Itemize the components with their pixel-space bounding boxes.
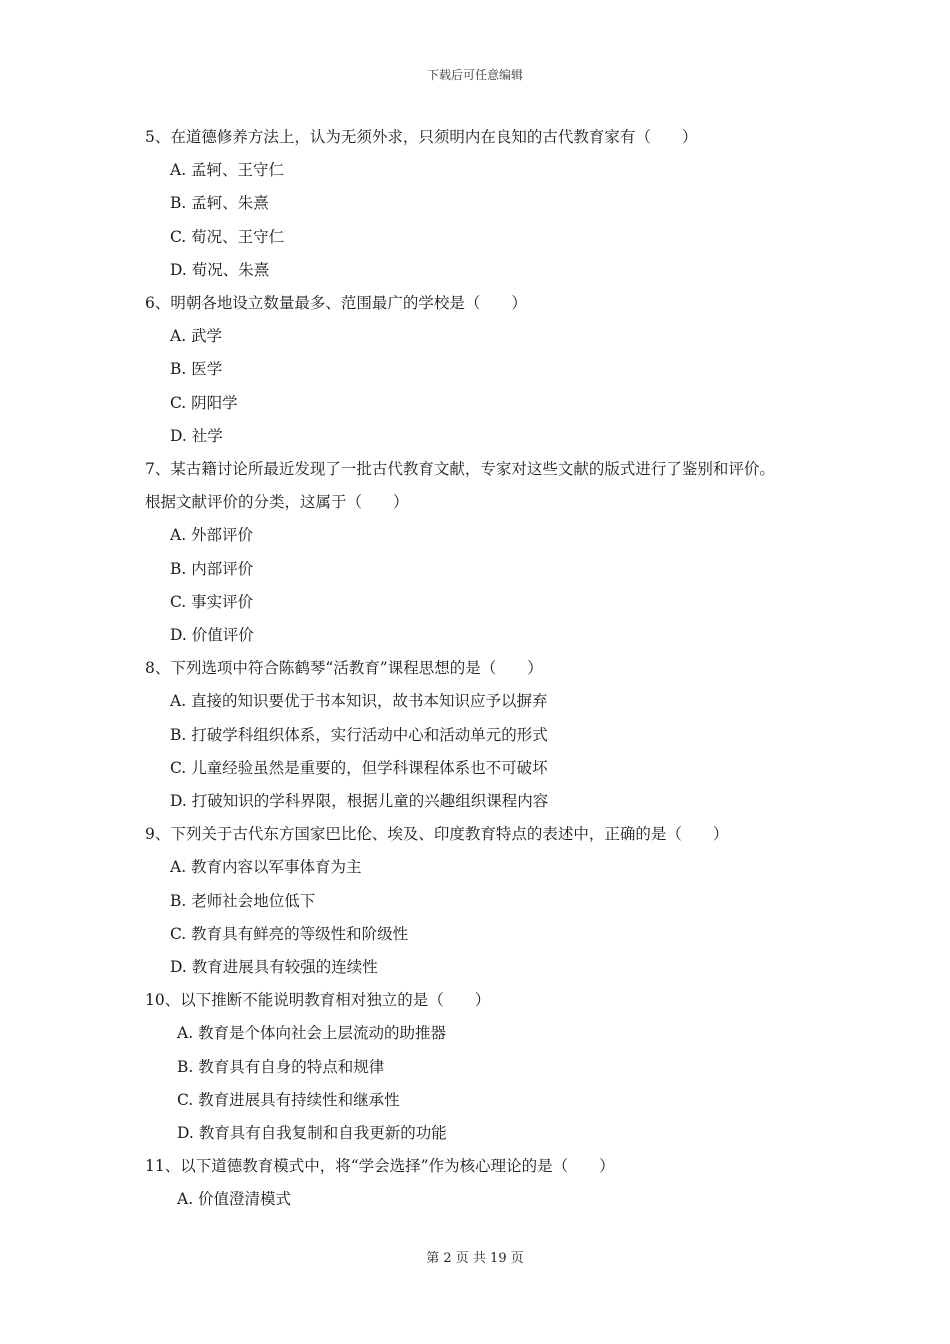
answer-option: B. 打破学科组织体系，实行活动中心和活动单元的形式 [170, 725, 548, 744]
answer-option: C. 教育进展具有持续性和继承性 [177, 1090, 400, 1109]
answer-option: D. 教育进展具有较强的连续性 [170, 958, 378, 976]
answer-option: C. 阴阳学 [170, 393, 238, 412]
answer-option: C. 儿童经验虽然是重要的，但学科课程体系也不可破坏 [170, 758, 548, 777]
answer-option: A. 武学 [170, 327, 223, 346]
answer-option: D. 荀况、朱熹 [170, 260, 270, 279]
answer-option: A. 孟轲、王守仁 [170, 161, 285, 180]
answer-option: B. 医学 [170, 360, 223, 379]
answer-option: A. 教育内容以军事体育为主 [170, 858, 362, 877]
answer-option: C. 荀况、王守仁 [170, 227, 285, 246]
answer-option: B. 教育具有自身的特点和规律 [177, 1057, 385, 1076]
answer-option: A. 价值澄清模式 [177, 1190, 292, 1209]
answer-option: B. 老师社会地位低下 [170, 891, 316, 910]
question-text: 7、某古籍讨论所最近发现了一批古代教育文献，专家对这些文献的版式进行了鉴别和评价。 [145, 460, 775, 478]
answer-option: B. 孟轲、朱熹 [170, 194, 269, 213]
question-text: 11、以下道德教育模式中，将“学会选择”作为核心理论的是（ ） [145, 1157, 615, 1176]
answer-option: D. 价值评价 [170, 626, 254, 644]
answer-option: C. 事实评价 [170, 592, 254, 611]
question-text: 8、下列选项中符合陈鹤琴“活教育”课程思想的是（ ） [145, 659, 543, 678]
answer-option: C. 教育具有鲜亮的等级性和阶级性 [170, 924, 409, 943]
answer-option: D. 社学 [170, 426, 223, 445]
question-text: 5、在道德修养方法上，认为无须外求，只须明内在良知的古代教育家有（ ） [145, 128, 698, 146]
answer-option: A. 直接的知识要优于书本知识，故书本知识应予以摒弃 [170, 692, 548, 711]
page-footer: 第 2 页 共 19 页 [426, 1251, 524, 1266]
answer-option: A. 外部评价 [170, 526, 254, 545]
answer-option: D. 教育具有自我复制和自我更新的功能 [177, 1124, 447, 1142]
answer-option: D. 打破知识的学科界限，根据儿童的兴趣组织课程内容 [170, 792, 549, 810]
answer-option: B. 内部评价 [170, 559, 254, 578]
answer-option: A. 教育是个体向社会上层流动的助推器 [177, 1024, 447, 1043]
question-text: 10、以下推断不能说明教育相对独立的是（ ） [145, 991, 491, 1010]
question-text: 6、明朝各地设立数量最多、范围最广的学校是（ ） [145, 294, 527, 312]
question-text: 9、下列关于古代东方国家巴比伦、埃及、印度教育特点的表述中，正确的是（ ） [145, 825, 729, 844]
page-header: 下载后可任意编辑 [426, 68, 523, 82]
question-text: 根据文献评价的分类，这属于（ ） [145, 493, 409, 512]
